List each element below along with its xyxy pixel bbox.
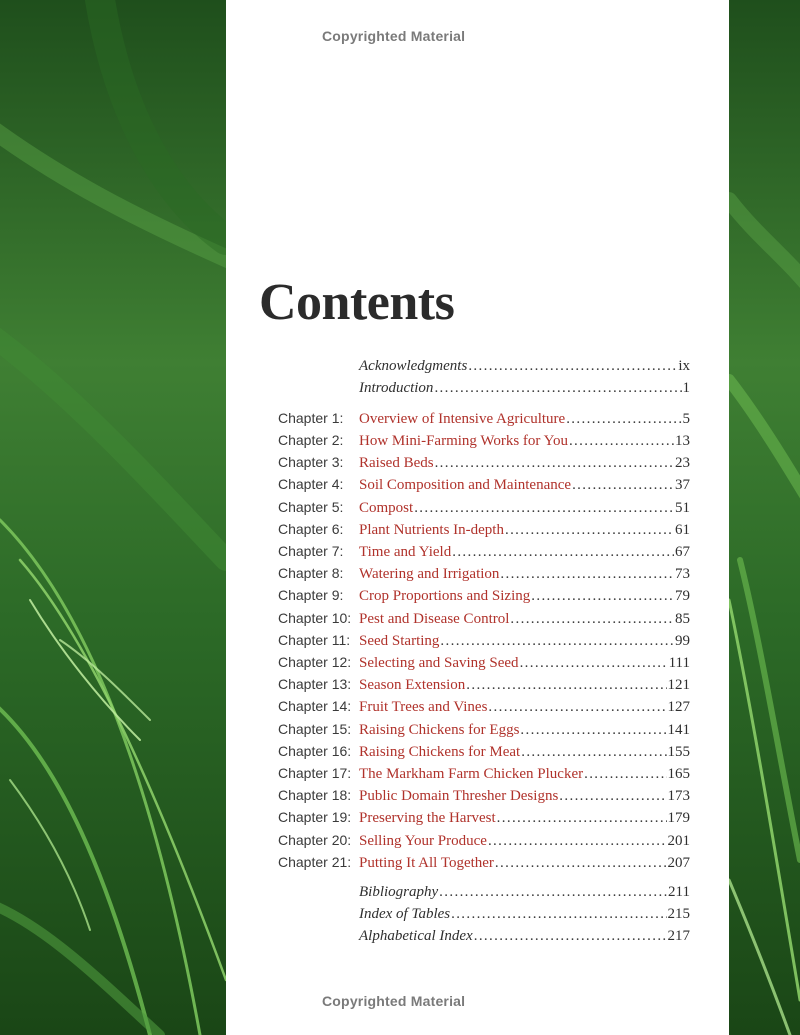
page-number: 37: [675, 477, 690, 493]
chapter-label: Chapter 10:: [278, 610, 352, 626]
entry-title: Index of Tables: [359, 906, 451, 922]
chapter-label: Chapter 13:: [278, 676, 352, 692]
entry-title: Crop Proportions and Sizing: [359, 588, 531, 604]
entry-title: How Mini-Farming Works for You: [359, 433, 568, 449]
chapter-label: Chapter 20:: [278, 832, 352, 848]
chapter-label: Chapter 15:: [278, 721, 352, 737]
contents-page: [226, 0, 729, 1035]
chapter-label: Chapter 2:: [278, 432, 344, 448]
dot-leader: [488, 697, 666, 717]
page-number: 207: [667, 855, 690, 871]
dot-leader: [439, 882, 667, 902]
entry-title: Plant Nutrients In-depth: [359, 522, 504, 538]
entry-title: Introduction: [359, 380, 434, 396]
page-number: 1: [682, 380, 690, 396]
page-number: 51: [675, 500, 690, 516]
toc-entry-chapter-12[interactable]: [278, 652, 690, 672]
chapter-label: Chapter 12:: [278, 654, 352, 670]
dot-leader: [510, 609, 674, 629]
toc-entry-chapter-16[interactable]: [278, 741, 690, 761]
page-number: 127: [667, 699, 690, 715]
dot-leader: [559, 786, 666, 806]
page-number: 99: [675, 633, 690, 649]
page-number: 165: [667, 766, 690, 782]
dot-leader: [566, 409, 681, 429]
toc-entry-chapter-1[interactable]: [278, 408, 690, 428]
dot-leader: [569, 431, 674, 451]
dot-leader: [495, 853, 667, 873]
chapter-label: Chapter 7:: [278, 543, 344, 559]
chapter-label: Chapter 1:: [278, 410, 344, 426]
entry-title: Overview of Intensive Agriculture: [359, 411, 566, 427]
entry-title: Selecting and Saving Seed: [359, 655, 519, 671]
chapter-label: Chapter 9:: [278, 587, 344, 603]
toc-entry-chapter-20[interactable]: [278, 830, 690, 850]
toc-entry-chapter-3[interactable]: [278, 452, 690, 472]
toc-entry-introduction[interactable]: [278, 378, 690, 398]
dot-leader: [572, 475, 674, 495]
chapter-label: Chapter 16:: [278, 743, 352, 759]
entry-title: Raised Beds: [359, 455, 434, 471]
page-number: 13: [675, 433, 690, 449]
copyright-watermark-top: Copyrighted Material: [322, 28, 466, 44]
toc-entry-chapter-17[interactable]: [278, 763, 690, 783]
page-title: Contents: [259, 274, 455, 331]
toc-entry-chapter-10[interactable]: [278, 608, 690, 628]
entry-title: Alphabetical Index: [359, 928, 473, 944]
page-number: 201: [667, 833, 690, 849]
dot-leader: [488, 831, 667, 851]
toc-entry-index-of-tables[interactable]: [278, 904, 690, 924]
dot-leader: [466, 675, 666, 695]
page-number: 215: [667, 906, 690, 922]
dot-leader: [520, 720, 666, 740]
chapter-label: Chapter 14:: [278, 698, 352, 714]
page-number: 173: [667, 788, 690, 804]
toc-entry-chapter-15[interactable]: [278, 719, 690, 739]
toc-entry-alphabetical-index[interactable]: [278, 926, 690, 946]
entry-title: Pest and Disease Control: [359, 611, 510, 627]
toc-entry-chapter-8[interactable]: [278, 563, 690, 583]
dot-leader: [531, 586, 674, 606]
chapter-label: Chapter 17:: [278, 765, 352, 781]
dot-leader: [584, 764, 666, 784]
entry-title: Preserving the Harvest: [359, 810, 496, 826]
entry-title: Bibliography: [359, 884, 439, 900]
dot-leader: [520, 653, 668, 673]
chapter-label: Chapter 4:: [278, 476, 344, 492]
dot-leader: [451, 904, 666, 924]
entry-title: Watering and Irrigation: [359, 566, 500, 582]
entry-title: Public Domain Thresher Designs: [359, 788, 559, 804]
chapter-label: Chapter 21:: [278, 854, 352, 870]
dot-leader: [521, 742, 666, 762]
toc-entry-chapter-7[interactable]: [278, 541, 690, 561]
entry-title: Acknowledgments: [359, 358, 468, 374]
chapter-label: Chapter 19:: [278, 809, 352, 825]
chapter-label: Chapter 18:: [278, 787, 352, 803]
toc-entry-chapter-11[interactable]: [278, 630, 690, 650]
dot-leader: [434, 378, 681, 398]
entry-title: Season Extension: [359, 677, 466, 693]
page-number: 121: [667, 677, 690, 693]
toc-entry-chapter-19[interactable]: [278, 807, 690, 827]
toc-entry-bibliography[interactable]: [278, 882, 690, 902]
entry-title: Putting It All Together: [359, 855, 494, 871]
entry-title: Time and Yield: [359, 544, 452, 560]
page-number: 5: [682, 411, 690, 427]
entry-title: Raising Chickens for Eggs: [359, 722, 520, 738]
dot-leader: [474, 926, 667, 946]
dot-leader: [435, 453, 674, 473]
dot-leader: [500, 564, 674, 584]
entry-title: The Markham Farm Chicken Plucker: [359, 766, 584, 782]
dot-leader: [452, 542, 674, 562]
toc-entry-chapter-9[interactable]: [278, 585, 690, 605]
page-number: 79: [675, 588, 690, 604]
toc-entry-acknowledgments[interactable]: [278, 356, 690, 376]
page-number: 141: [667, 722, 690, 738]
page-number: 23: [675, 455, 690, 471]
page-number: 67: [675, 544, 690, 560]
chapter-label: Chapter 8:: [278, 565, 344, 581]
dot-leader: [440, 631, 674, 651]
entry-title: Soil Composition and Maintenance: [359, 477, 572, 493]
toc-entry-chapter-18[interactable]: [278, 785, 690, 805]
toc-entry-chapter-14[interactable]: [278, 696, 690, 716]
toc-entry-chapter-5[interactable]: [278, 497, 690, 517]
dot-leader: [505, 520, 674, 540]
page-number: 73: [675, 566, 690, 582]
chapter-label: Chapter 6:: [278, 521, 344, 537]
entry-title: Selling Your Produce: [359, 833, 487, 849]
entry-title: Raising Chickens for Meat: [359, 744, 521, 760]
page-number: 155: [667, 744, 690, 760]
dot-leader: [414, 498, 674, 518]
entry-title: Compost: [359, 500, 414, 516]
dot-leader: [468, 356, 677, 376]
dot-leader: [497, 808, 667, 828]
toc-entry-chapter-21[interactable]: [278, 852, 690, 872]
page-number: ix: [678, 358, 690, 374]
page-number: 61: [675, 522, 690, 538]
toc-entry-chapter-13[interactable]: [278, 674, 690, 694]
chapter-label: Chapter 3:: [278, 454, 344, 470]
chapter-label: Chapter 11:: [278, 632, 351, 648]
entry-title: Fruit Trees and Vines: [359, 699, 488, 715]
chapter-label: Chapter 5:: [278, 499, 344, 515]
copyright-watermark-bottom: Copyrighted Material: [322, 993, 466, 1009]
toc-entry-chapter-4[interactable]: [278, 474, 690, 494]
page-number: 85: [675, 611, 690, 627]
toc-entry-chapter-6[interactable]: [278, 519, 690, 539]
page-number: 111: [668, 655, 690, 671]
page-number: 179: [667, 810, 690, 826]
toc-entry-chapter-2[interactable]: [278, 430, 690, 450]
page-number: 211: [668, 884, 690, 900]
entry-title: Seed Starting: [359, 633, 440, 649]
page-number: 217: [667, 928, 690, 944]
